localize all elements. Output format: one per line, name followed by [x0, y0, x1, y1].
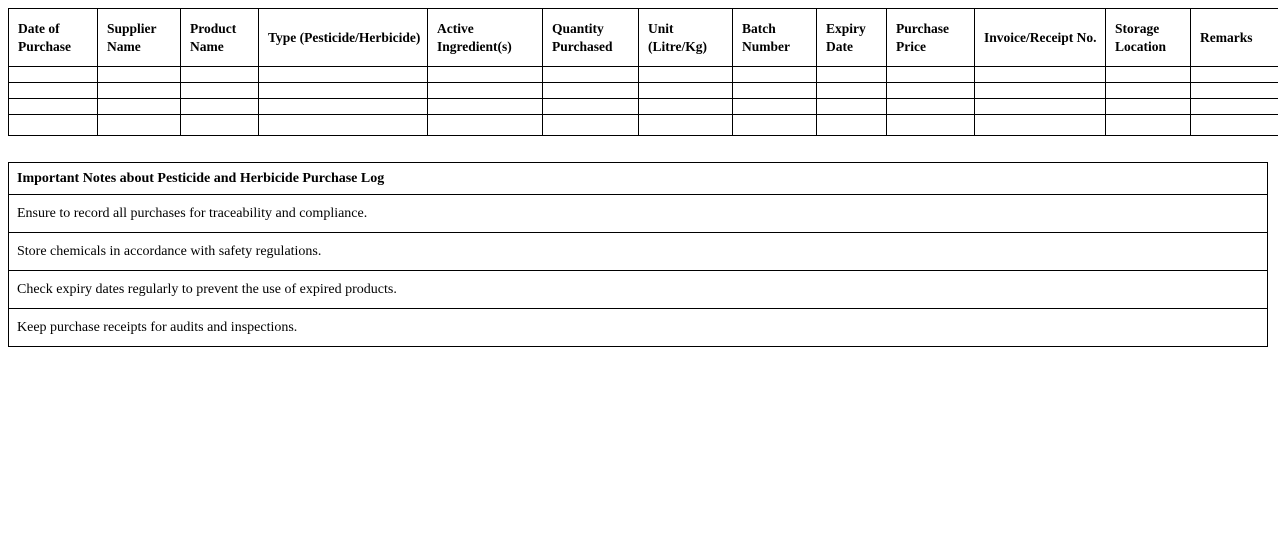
- table-cell: [887, 115, 975, 136]
- table-row: [9, 115, 1278, 136]
- column-header-invoice-receipt-no: Invoice/Receipt No.: [975, 9, 1106, 67]
- table-cell: [733, 67, 817, 83]
- table-cell: [98, 115, 181, 136]
- table-cell: [98, 67, 181, 83]
- table-cell: [181, 115, 259, 136]
- table-cell: [9, 99, 98, 115]
- table-cell: [733, 115, 817, 136]
- table-cell: [259, 99, 428, 115]
- column-header-batch-number: Batch Number: [733, 9, 817, 67]
- table-cell: [1191, 99, 1278, 115]
- table-cell: [639, 115, 733, 136]
- note-text: Store chemicals in accordance with safety regulations.: [9, 233, 1268, 271]
- purchase-log-table: [8, 8, 1278, 136]
- table-cell: [9, 67, 98, 83]
- table-cell: [428, 67, 543, 83]
- note-text: Ensure to record all purchases for traceability and compliance.: [9, 195, 1268, 233]
- table-cell: [98, 83, 181, 99]
- table-cell: [975, 83, 1106, 99]
- table-cell: [428, 83, 543, 99]
- column-header-unit: Unit (Litre/Kg): [639, 9, 733, 67]
- table-cell: [543, 67, 639, 83]
- table-cell: [181, 67, 259, 83]
- table-cell: [428, 99, 543, 115]
- table-cell: [1191, 83, 1278, 99]
- table-cell: [639, 99, 733, 115]
- note-row: [9, 195, 1268, 233]
- column-header-expiry-date: Expiry Date: [817, 9, 887, 67]
- table-cell: [259, 115, 428, 136]
- table-cell: [817, 115, 887, 136]
- table-cell: [543, 83, 639, 99]
- column-header-type: Type (Pesticide/Herbicide): [259, 9, 428, 67]
- table-cell: [543, 99, 639, 115]
- table-cell: [975, 67, 1106, 83]
- column-header-purchase-price: Purchase Price: [887, 9, 975, 67]
- column-header-remarks: Remarks: [1191, 9, 1278, 67]
- table-cell: [1106, 67, 1191, 83]
- table-cell: [1191, 115, 1278, 136]
- note-row: [9, 233, 1268, 271]
- table-cell: [543, 115, 639, 136]
- table-cell: [639, 67, 733, 83]
- table-cell: [98, 99, 181, 115]
- column-header-storage-location: Storage Location: [1106, 9, 1191, 67]
- table-cell: [428, 115, 543, 136]
- table-cell: [181, 99, 259, 115]
- table-row: [9, 99, 1278, 115]
- table-row: [9, 67, 1278, 83]
- note-row: [9, 271, 1268, 309]
- table-cell: [975, 115, 1106, 136]
- table-cell: [817, 83, 887, 99]
- table-cell: [733, 83, 817, 99]
- table-cell: [1106, 99, 1191, 115]
- table-cell: [259, 67, 428, 83]
- table-cell: [9, 115, 98, 136]
- table-cell: [181, 83, 259, 99]
- table-cell: [817, 67, 887, 83]
- table-cell: [887, 83, 975, 99]
- column-header-quantity-purchased: Quantity Purchased: [543, 9, 639, 67]
- note-text: Keep purchase receipts for audits and inspections.: [9, 309, 1268, 347]
- table-cell: [639, 83, 733, 99]
- table-cell: [887, 67, 975, 83]
- table-cell: [1191, 67, 1278, 83]
- notes-table: [8, 162, 1268, 347]
- table-cell: [259, 83, 428, 99]
- column-header-active-ingredients: Active Ingredient(s): [428, 9, 543, 67]
- table-row: [9, 83, 1278, 99]
- note-row: [9, 309, 1268, 347]
- column-header-product-name: Product Name: [181, 9, 259, 67]
- table-cell: [1106, 83, 1191, 99]
- table-cell: [1106, 115, 1191, 136]
- notes-title-row: [9, 163, 1268, 195]
- table-cell: [975, 99, 1106, 115]
- notes-title: Important Notes about Pesticide and Herbicide Purchase Log: [9, 163, 1268, 195]
- table-cell: [733, 99, 817, 115]
- table-cell: [817, 99, 887, 115]
- note-text: Check expiry dates regularly to prevent the use of expired products.: [9, 271, 1268, 309]
- table-cell: [887, 99, 975, 115]
- column-header-date-of-purchase: Date of Purchase: [9, 9, 98, 67]
- table-cell: [9, 83, 98, 99]
- header-row: [9, 9, 1278, 67]
- column-header-supplier-name: Supplier Name: [98, 9, 181, 67]
